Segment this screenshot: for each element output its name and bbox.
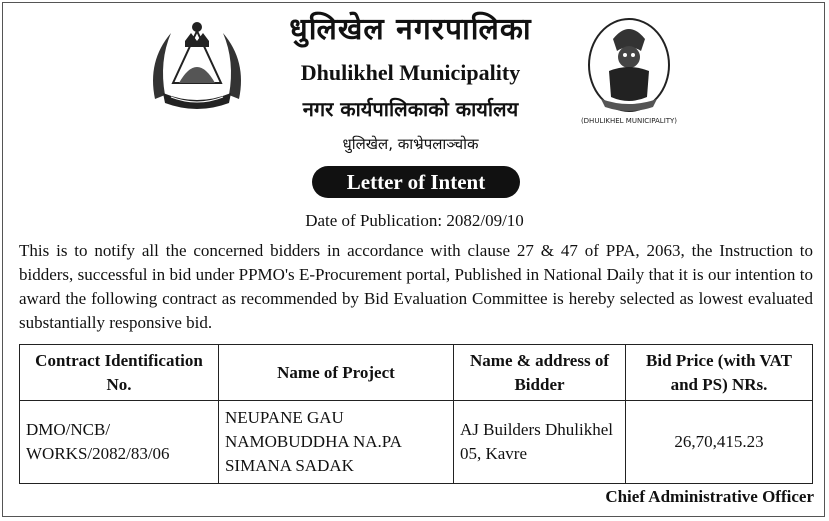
table-header-row [20,345,813,401]
office-title-nepali: नगर कार्यपालिकाको कार्यालय [302,97,519,121]
table-row [20,401,813,484]
municipality-title-nepali: धुलिखेल नगरपालिका [289,12,532,47]
municipality-title-english: Dhulikhel Municipality [300,60,521,85]
letter-of-intent-badge: Letter of Intent [312,166,520,198]
header-bid-price: Bid Price (with VAT and PS) NRs. [626,345,813,401]
dhulikhel-municipality-emblem-icon [579,13,679,131]
office-location-nepali: धुलिखेल, काभ्रेपलाञ्चोक [342,135,479,153]
cell-bidder: AJ Builders Dhulikhel 05, Kavre [453,401,625,484]
notice-paragraph: This is to notify all the concerned bidders in accordance with clause 27 & 47 of PPA, 2063, the Instruction to bidders, successful in bid under PPMO's E-Procurement portal, Published in National Daily that it is our intention to award the following contract as recommended by Bid Evaluation Committee is hereby selected as lowest evaluated substantially responsive bid. [19,241,813,332]
header-bidder: Name & address of Bidder [453,345,625,401]
cell-bid-price: 26,70,415.23 [626,401,813,484]
cell-contract-id: DMO/NCB/ WORKS/2082/83/06 [20,401,219,484]
header-contract-id: Contract Identification No. [20,345,219,401]
contract-table [19,344,813,484]
nepal-government-emblem-icon [143,11,251,115]
municipality-logo-caption: (DHULIKHEL MUNICIPALITY) [580,117,678,125]
cell-project-name: NEUPANE GAU NAMOBUDDHA NA.PA SIMANA SADAK [218,401,453,484]
publication-date: Date of Publication: 2082/09/10 [305,211,524,230]
header-project-name: Name of Project [218,345,453,401]
signatory-title: Chief Administrative Officer [605,487,814,506]
notice-frame [2,2,825,517]
